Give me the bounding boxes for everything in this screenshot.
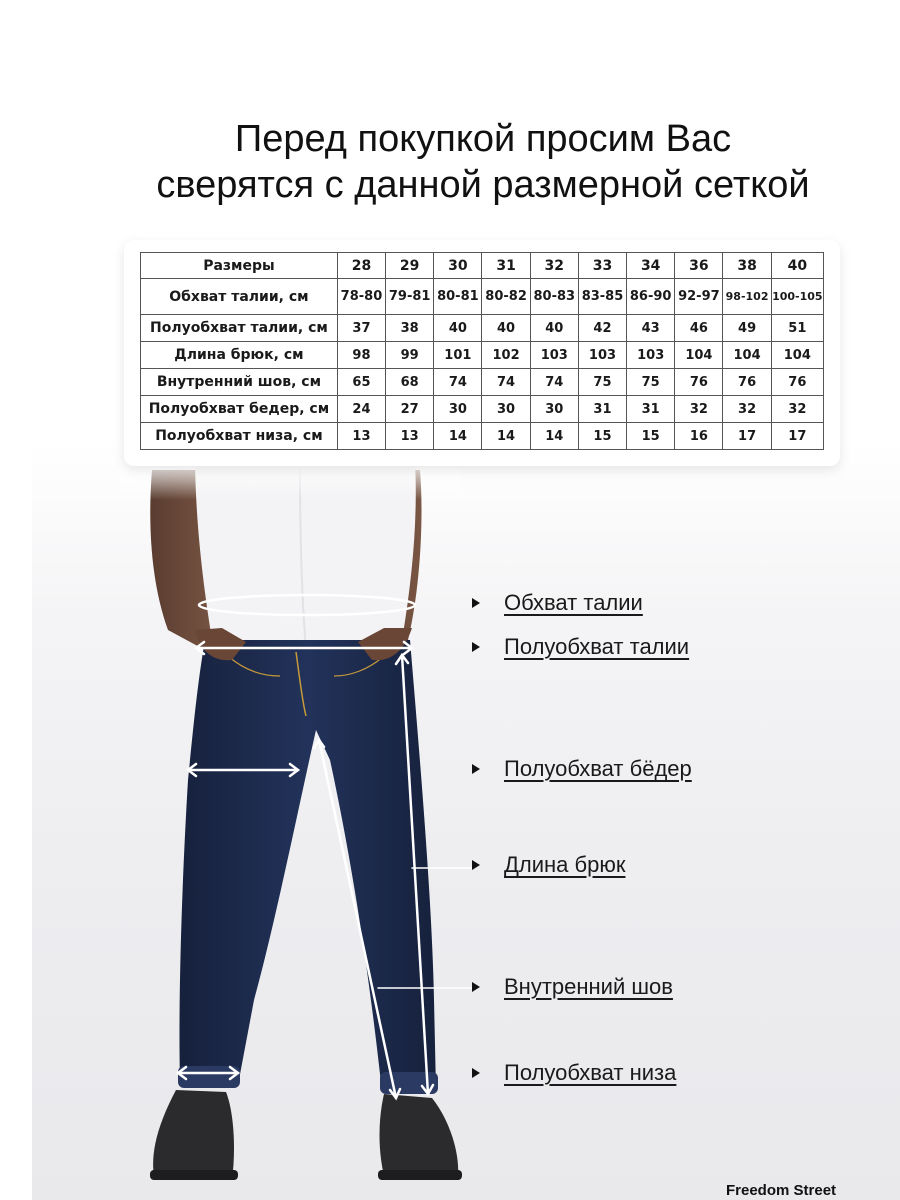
value-cell: 51 bbox=[771, 315, 823, 342]
row-label-cell: Полуобхват низа, см bbox=[141, 423, 338, 450]
value-cell: 16 bbox=[675, 423, 723, 450]
value-cell: 65 bbox=[337, 369, 385, 396]
value-cell: 76 bbox=[675, 369, 723, 396]
value-cell: 102 bbox=[482, 342, 530, 369]
size-header-cell: 31 bbox=[482, 253, 530, 279]
value-cell: 99 bbox=[386, 342, 434, 369]
value-cell: 14 bbox=[482, 423, 530, 450]
triangle-bullet-icon bbox=[472, 598, 480, 608]
value-cell: 24 bbox=[337, 396, 385, 423]
value-cell: 103 bbox=[530, 342, 578, 369]
size-header-cell: 38 bbox=[723, 253, 771, 279]
label-waist bbox=[472, 589, 643, 617]
value-cell: 98 bbox=[337, 342, 385, 369]
value-cell: 31 bbox=[627, 396, 675, 423]
value-cell: 15 bbox=[627, 423, 675, 450]
value-cell: 104 bbox=[723, 342, 771, 369]
label-half-waist bbox=[472, 633, 689, 661]
label-text: Длина брюк bbox=[504, 852, 626, 877]
value-cell: 38 bbox=[386, 315, 434, 342]
value-cell: 43 bbox=[627, 315, 675, 342]
value-cell: 100-105 bbox=[771, 279, 823, 315]
value-cell: 80-83 bbox=[530, 279, 578, 315]
row-label-cell: Длина брюк, см bbox=[141, 342, 338, 369]
value-cell: 75 bbox=[627, 369, 675, 396]
table-header-cell: Размеры bbox=[141, 253, 338, 279]
triangle-bullet-icon bbox=[472, 982, 480, 992]
size-header-cell: 36 bbox=[675, 253, 723, 279]
value-cell: 74 bbox=[530, 369, 578, 396]
size-header-cell: 33 bbox=[578, 253, 626, 279]
value-cell: 42 bbox=[578, 315, 626, 342]
value-cell: 68 bbox=[386, 369, 434, 396]
size-header-cell: 30 bbox=[434, 253, 482, 279]
label-half-hips bbox=[472, 755, 692, 783]
triangle-bullet-icon bbox=[472, 1068, 480, 1078]
value-cell: 80-81 bbox=[434, 279, 482, 315]
row-label-cell: Обхват талии, см bbox=[141, 279, 338, 315]
value-cell: 17 bbox=[771, 423, 823, 450]
label-text: Обхват талии bbox=[504, 590, 643, 615]
label-half-hem bbox=[472, 1059, 676, 1087]
label-text: Внутренний шов bbox=[504, 974, 673, 999]
value-cell: 14 bbox=[434, 423, 482, 450]
row-label-cell: Внутренний шов, см bbox=[141, 369, 338, 396]
value-cell: 30 bbox=[434, 396, 482, 423]
size-header-cell: 32 bbox=[530, 253, 578, 279]
value-cell: 98-102 bbox=[723, 279, 771, 315]
value-cell: 13 bbox=[386, 423, 434, 450]
value-cell: 76 bbox=[771, 369, 823, 396]
value-cell: 86-90 bbox=[627, 279, 675, 315]
value-cell: 74 bbox=[482, 369, 530, 396]
value-cell: 92-97 bbox=[675, 279, 723, 315]
value-cell: 101 bbox=[434, 342, 482, 369]
value-cell: 103 bbox=[578, 342, 626, 369]
triangle-bullet-icon bbox=[472, 642, 480, 652]
size-header-cell: 40 bbox=[771, 253, 823, 279]
value-cell: 30 bbox=[530, 396, 578, 423]
value-cell: 13 bbox=[337, 423, 385, 450]
label-inseam bbox=[472, 973, 673, 1001]
value-cell: 40 bbox=[530, 315, 578, 342]
triangle-bullet-icon bbox=[472, 764, 480, 774]
label-length bbox=[472, 851, 625, 879]
size-header-cell: 29 bbox=[386, 253, 434, 279]
title-line-2: сверятся с данной размерной сеткой bbox=[156, 164, 810, 206]
value-cell: 40 bbox=[482, 315, 530, 342]
label-text: Полуобхват талии bbox=[504, 634, 690, 659]
row-label-cell: Полуобхват бедер, см bbox=[141, 396, 338, 423]
value-cell: 76 bbox=[723, 369, 771, 396]
value-cell: 32 bbox=[723, 396, 771, 423]
value-cell: 103 bbox=[627, 342, 675, 369]
value-cell: 74 bbox=[434, 369, 482, 396]
label-text: Полуобхват низа bbox=[504, 1060, 677, 1085]
value-cell: 27 bbox=[386, 396, 434, 423]
size-header-cell: 34 bbox=[627, 253, 675, 279]
label-text: Полуобхват бёдер bbox=[504, 756, 692, 781]
value-cell: 40 bbox=[434, 315, 482, 342]
value-cell: 30 bbox=[482, 396, 530, 423]
value-cell: 80-82 bbox=[482, 279, 530, 315]
value-cell: 37 bbox=[337, 315, 385, 342]
brand-name: Freedom Street bbox=[726, 1182, 837, 1199]
value-cell: 17 bbox=[723, 423, 771, 450]
value-cell: 75 bbox=[578, 369, 626, 396]
title-line-1: Перед покупкой просим Вас bbox=[234, 118, 732, 160]
value-cell: 32 bbox=[675, 396, 723, 423]
value-cell: 46 bbox=[675, 315, 723, 342]
value-cell: 49 bbox=[723, 315, 771, 342]
triangle-bullet-icon bbox=[472, 860, 480, 870]
value-cell: 79-81 bbox=[386, 279, 434, 315]
value-cell: 31 bbox=[578, 396, 626, 423]
size-header-cell: 28 bbox=[337, 253, 385, 279]
value-cell: 104 bbox=[771, 342, 823, 369]
value-cell: 32 bbox=[771, 396, 823, 423]
value-cell: 15 bbox=[578, 423, 626, 450]
value-cell: 78-80 bbox=[337, 279, 385, 315]
value-cell: 104 bbox=[675, 342, 723, 369]
row-label-cell: Полуобхват талии, см bbox=[141, 315, 338, 342]
value-cell: 83-85 bbox=[578, 279, 626, 315]
value-cell: 14 bbox=[530, 423, 578, 450]
